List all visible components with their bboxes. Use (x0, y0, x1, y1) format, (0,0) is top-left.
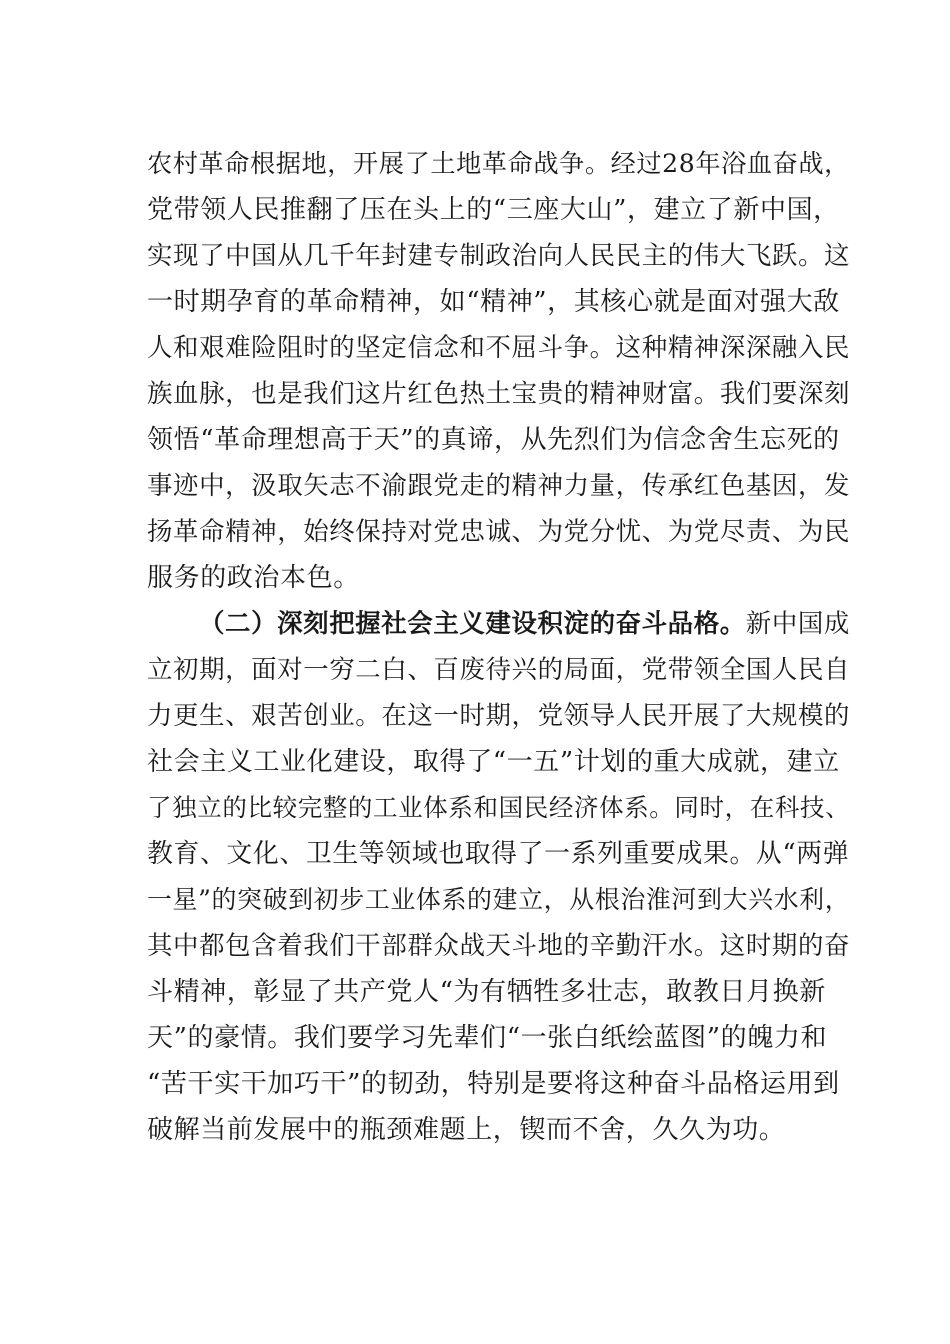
section-heading-line (199, 607, 850, 641)
text-line: 其中都包含着我们干部群众战天斗地的辛勤汗水。这时期的奋 (147, 931, 851, 961)
text-line: 事迹中，汲取矢志不渝跟党走的精神力量，传承红色基因，发 (147, 471, 851, 501)
section-heading: （二）深刻把握社会主义建设积淀的奋斗品格。 (199, 609, 746, 639)
text-line: 立初期，面对一穷二白、百废待兴的局面，党带领全国人民自 (147, 655, 851, 685)
text-line: 教育、文化、卫生等领域也取得了一系列重要成果。从“两弹 (147, 839, 850, 869)
text-line: 一时期孕育的革命精神，如“精神”，其核心就是面对强大敌 (147, 287, 840, 317)
text-line: 党带领人民推翻了压在头上的“三座大山”，建立了新中国， (147, 195, 840, 225)
text-line: 了独立的比较完整的工业体系和国民经济体系。同时，在科技、 (147, 793, 851, 822)
text-line: 服务的政治本色。 (147, 563, 360, 593)
text-line: 力更生、艰苦创业。在这一时期，党领导人民开展了大规模的 (147, 701, 851, 731)
text-line: 破解当前发展中的瓶颈难题上，锲而不舍，久久为功。 (147, 1115, 786, 1145)
text-span: 新中国成 (745, 609, 850, 639)
text-line: 领悟“革命理想高于天”的真谛，从先烈们为信念舍生忘死的 (147, 425, 840, 455)
text-line: “苦干实干加巧干”的韧劲，特别是要将这种奋斗品格运用到 (147, 1069, 840, 1099)
text-line: 实现了中国从几千年封建专制政治向人民民主的伟大飞跃。这 (147, 241, 851, 271)
text-line: 一星”的突破到初步工业体系的建立，从根治淮河到大兴水利， (147, 885, 851, 914)
text-line: 天”的豪情。我们要学习先辈们“一张白纸绘蓝图”的魄力和 (147, 1023, 828, 1053)
text-line: 人和艰难险阻时的坚定信念和不屈斗争。这种精神深深融入民 (147, 333, 851, 363)
text-line: 扬革命精神，始终保持对党忠诚、为党分忧、为党尽责、为民 (147, 517, 851, 547)
text-line: 社会主义工业化建设，取得了“一五”计划的重大成就，建立 (147, 747, 840, 777)
text-line: 族血脉，也是我们这片红色热土宝贵的精神财富。我们要深刻 (147, 379, 851, 409)
text-line: 农村革命根据地，开展了土地革命战争。经过28年浴血奋战， (147, 149, 850, 178)
text-line: 斗精神，彰显了共产党人“为有牺牲多壮志，敢教日月换新 (147, 977, 826, 1007)
